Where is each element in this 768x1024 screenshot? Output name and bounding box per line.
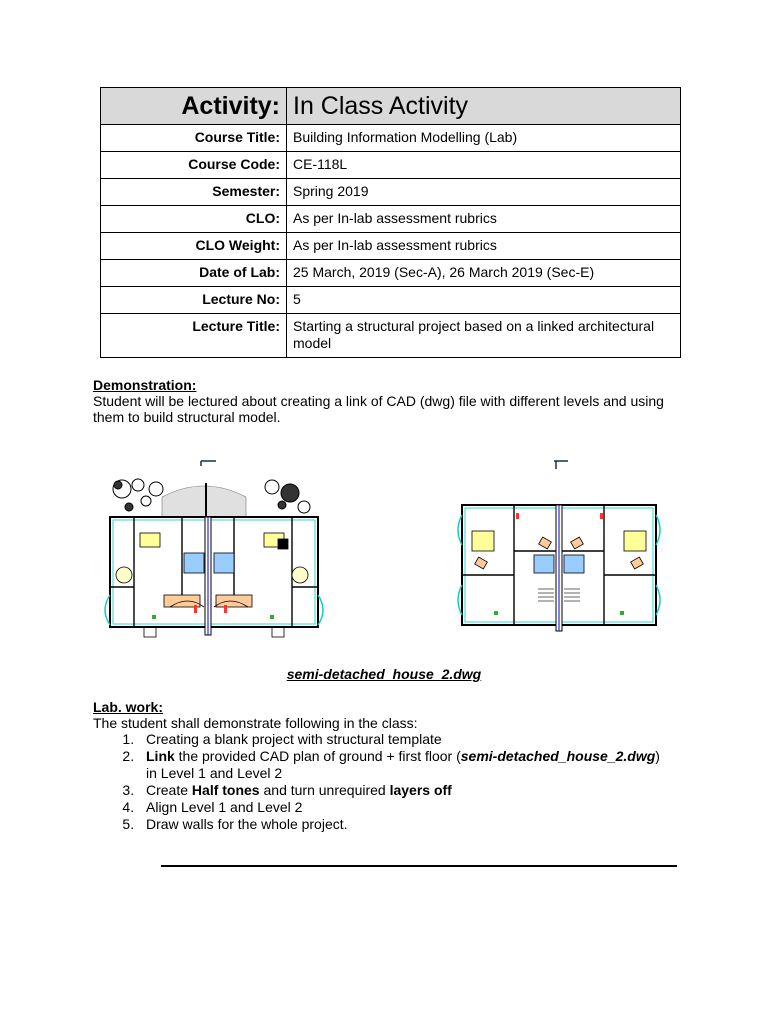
lab-work-steps [93,731,660,833]
clo-weight-value: As per In-lab assessment rubrics [287,233,681,260]
list-item [138,731,660,748]
lab-work-heading: Lab. work: [93,699,164,715]
course-title-label: Course Title: [101,125,287,152]
course-code-value: CE-118L [287,152,681,179]
figure-caption: semi-detached_house_2.dwg [286,666,482,682]
demonstration-heading: Demonstration: [93,377,197,393]
step-2-bold-link: Link [146,748,175,764]
clo-row [101,206,681,233]
activity-label: Activity: [101,88,287,125]
horizontal-rule [161,865,677,867]
step-4-text: Align Level 1 and Level 2 [146,799,303,815]
course-code-label: Course Code: [101,152,287,179]
date-of-lab-label: Date of Lab: [101,260,287,287]
semester-row [101,179,681,206]
course-title-value: Building Information Modelling (Lab) [287,125,681,152]
step-2-close: ) [655,748,660,764]
date-of-lab-value: 25 March, 2019 (Sec-A), 26 March 2019 (Sec-E) [287,260,681,287]
step-2-filename: semi-detached_house_2.dwg [460,748,656,764]
step-3-layers-off: layers off [389,782,452,798]
first-floor-plan-drawing [454,455,664,635]
step-3-text-2: and turn unrequired [259,782,390,798]
activity-info-table [100,87,681,358]
step-2-text: the provided CAD plan of ground + first floor ( [174,748,461,764]
lecture-no-row [101,287,681,314]
step-3-text: Create [146,782,192,798]
list-item [138,816,660,833]
semester-label: Semester: [101,179,287,206]
activity-value: In Class Activity [287,88,681,125]
semester-value: Spring 2019 [287,179,681,206]
lecture-no-label: Lecture No: [101,287,287,314]
date-of-lab-row [101,260,681,287]
course-code-row [101,152,681,179]
clo-value: As per In-lab assessment rubrics [287,206,681,233]
step-3-half-tones: Half tones [191,782,260,798]
clo-label: CLO: [101,206,287,233]
clo-weight-row [101,233,681,260]
lecture-title-label: Lecture Title: [101,314,287,358]
course-title-row [101,125,681,152]
demonstration-section [93,377,683,425]
activity-header-row [101,88,681,125]
step-5-text: Draw walls for the whole project. [146,816,348,832]
step-1-text: Creating a blank project with structural template [146,731,442,747]
ground-floor-plan-drawing [104,455,324,640]
lab-work-intro: The student shall demonstrate following in the class: [93,715,418,731]
list-item [138,782,660,799]
lecture-title-value: Starting a structural project based on a linked architectural model [287,314,681,358]
step-2-levels: in Level 1 and Level 2 [146,765,283,781]
list-item [138,748,660,782]
clo-weight-label: CLO Weight: [101,233,287,260]
list-item [138,799,660,816]
demonstration-text: Student will be lectured about creating a link of CAD (dwg) file with different levels and using them to build structural model. [93,393,664,425]
lecture-no-value: 5 [287,287,681,314]
lecture-title-row [101,314,681,358]
lab-work-section [93,699,660,833]
